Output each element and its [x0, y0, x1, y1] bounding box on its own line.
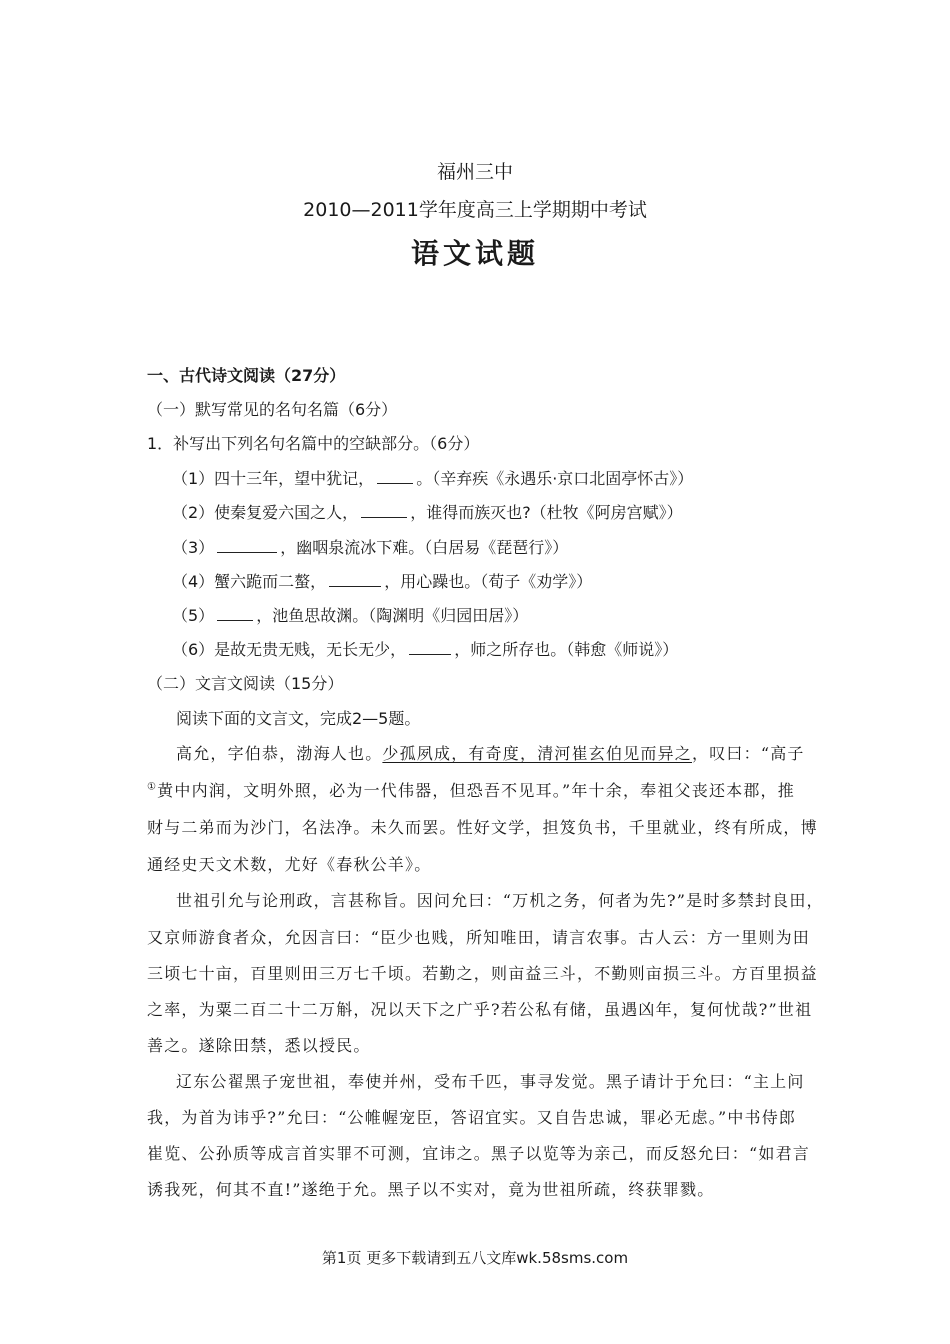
passage-p2-line1: 世祖引允与论刑政，言甚称旨。因问允曰：“万机之务，何者为先?”是时多禁封良田， [176, 891, 824, 910]
answer-blank [217, 536, 277, 553]
passage-p3-line2: 我，为首为讳乎?”允曰：“公帷幄宠臣，答诏宜实。又自告忠诚，罪必无虑。”中书侍郎 [147, 1108, 797, 1127]
passage-p2-line5: 善之。遂除田禁，悉以授民。 [147, 1036, 371, 1055]
passage-p1-line4: 通经史天文术数，尤好《春秋公羊》。 [147, 855, 432, 874]
answer-blank [409, 638, 451, 655]
answer-blank [361, 501, 407, 518]
passage-p3-line1: 辽东公翟黑子宠世祖，奉使并州，受布千匹，事寻发觉。黑子请计于允曰：“主上问 [176, 1072, 805, 1091]
fill-item-3: （3） ，幽咽泉流冰下难。（白居易《琵琶行》） [172, 538, 569, 557]
fill-item-4: （4）蟹六跪而二螯， ，用心躁也。（荀子《劝学》） [172, 572, 593, 591]
fill-item-2: （2）使秦复爱六国之人， ，谁得而族灭也?（杜牧《阿房宫赋》） [172, 503, 683, 522]
passage-p2-line2: 又京师游食者众，允因言曰：“臣少也贱，所知唯田，请言农事。古人云：方一里则为田 [147, 928, 810, 947]
passage-p1-line1: 高允，字伯恭，渤海人也。少孤夙成，有奇度，清河崔玄伯见而异之，叹曰：“高子 [176, 744, 805, 763]
underlined-sentence: 少孤夙成，有奇度，清河崔玄伯见而异之 [382, 744, 693, 763]
fill-item-5: （5） ，池鱼思故渊。（陶渊明《归园田居》） [172, 606, 529, 625]
subject-title: 语文试题 [410, 237, 539, 270]
passage-p2-line4: 之率，为粟二百二十二万斛，况以天下之广乎?若公私有储，虽遇凶年，复何忧哉?”世祖 [147, 1000, 813, 1019]
passage-p3-line4: 诱我死，何其不直!”遂绝于允。黑子以不实对，竟为世祖所疏，终获罪戮。 [147, 1180, 715, 1199]
part2-heading: （二）文言文阅读（15分） [147, 674, 344, 693]
answer-blank [329, 570, 381, 587]
section-heading: 一、古代诗文阅读（27分） [147, 366, 346, 385]
answer-blank [377, 467, 413, 484]
school-name: 福州三中 [436, 161, 513, 183]
passage-p1-line3: 财与二弟而为沙门，名法净。未久而罢。性好文学，担笈负书，千里就业，终有所成，博 [147, 818, 818, 837]
instruction: 阅读下面的文言文，完成2—5题。 [176, 709, 421, 728]
passage-p1-line2: ①黄中内润，文明外照，必为一代伟器，但恐吾不见耳。”年十余，奉祖父丧还本郡，推 [147, 781, 795, 800]
page-footer: 第1页 更多下载请到五八文库wk.58sms.com [321, 1249, 629, 1267]
part1-heading: （一）默写常见的名句名篇（6分） [147, 400, 398, 419]
passage-p3-line3: 崔览、公孙质等成言首实罪不可测，宜讳之。黑子以览等为亲己，而反怒允曰：“如君言 [147, 1144, 810, 1163]
passage-p2-line3: 三顷七十亩，百里则田三万七千顷。若勤之，则亩益三斗，不勤则亩损三斗。方百里损益 [147, 964, 818, 983]
fill-item-6: （6）是故无贵无贱，无长无少， ，师之所存也。（韩愈《师说》） [172, 640, 679, 659]
question-1: 1．补写出下列名句名篇中的空缺部分。（6分） [147, 434, 480, 453]
exam-title: 2010—2011学年度高三上学期期中考试 [303, 199, 647, 221]
answer-blank [217, 604, 253, 621]
fill-item-1: （1）四十三年，望中犹记， 。（辛弃疾《永遇乐·京口北固亭怀古》） [172, 469, 694, 488]
footnote-marker: ① [147, 781, 158, 793]
